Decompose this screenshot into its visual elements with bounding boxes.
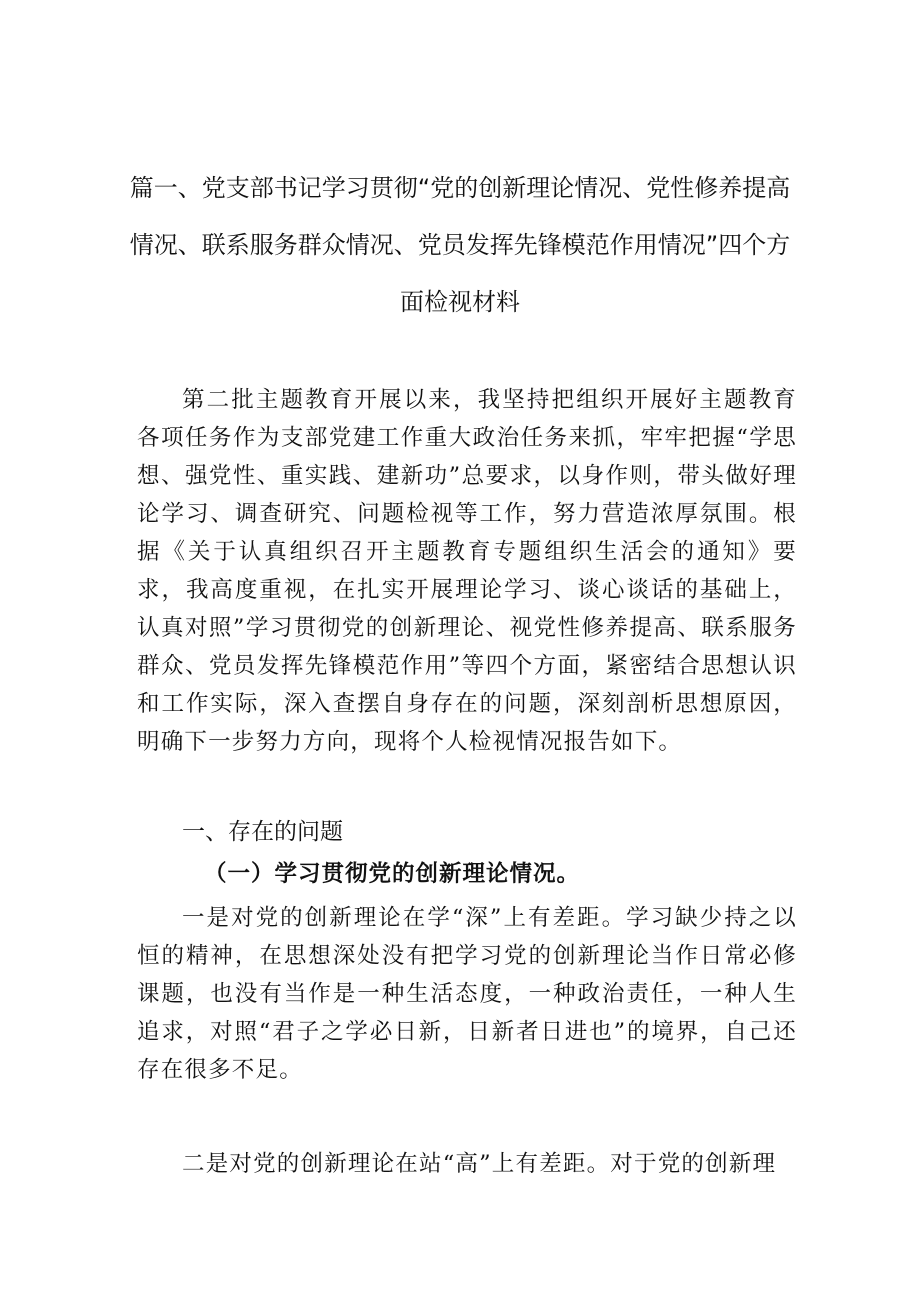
section-heading: 一、存在的问题 (182, 819, 343, 845)
subsection-heading: （一）学习贯彻党的创新理论情况。 (204, 861, 581, 887)
point-two-paragraph: 二是对党的创新理论在站“高”上有差距。对于党的创新理 (182, 1151, 777, 1177)
point-one-paragraph: 一是对党的创新理论在学“深”上有差距。学习缺少持之以恒的精神，在思想深处没有把学习党的创新理论当作日常必修课题，也没有当作是一种生活态度，一种政治责任，一种人生追求，对照“君子之学必日新，日新者日进也”的境界，自己还存在很多不足。 (137, 905, 797, 1083)
intro-paragraph: 第二批主题教育开展以来，我坚持把组织开展好主题教育各项任务作为支部党建工作重大政治任务来抓，牢牢把握“学思想、强党性、重实践、建新功”总要求，以身作则，带头做好理论学习、调查研究、问题检视等工作，努力营造浓厚氛围。根据《关于认真组织召开主题教育专题组织生活会的通知》要求，我高度重视，在扎实开展理论学习、谈心谈话的基础上，认真对照”学习贯彻党的创新理论、视党性修养提高、联系服务群众、党员发挥先锋模范作用”等四个方面，紧密结合思想认识和工作实际，深入查摆自身存在的问题，深刻剖析思想原因，明确下一步努力方向，现将个人检视情况报告如下。 (137, 387, 797, 755)
document-title: 篇一、党支部书记学习贯彻“党的创新理论情况、党性修养提高情况、联系服务群众情况、党员发挥先锋模范作用情况”四个方面检视材料 (129, 174, 791, 316)
